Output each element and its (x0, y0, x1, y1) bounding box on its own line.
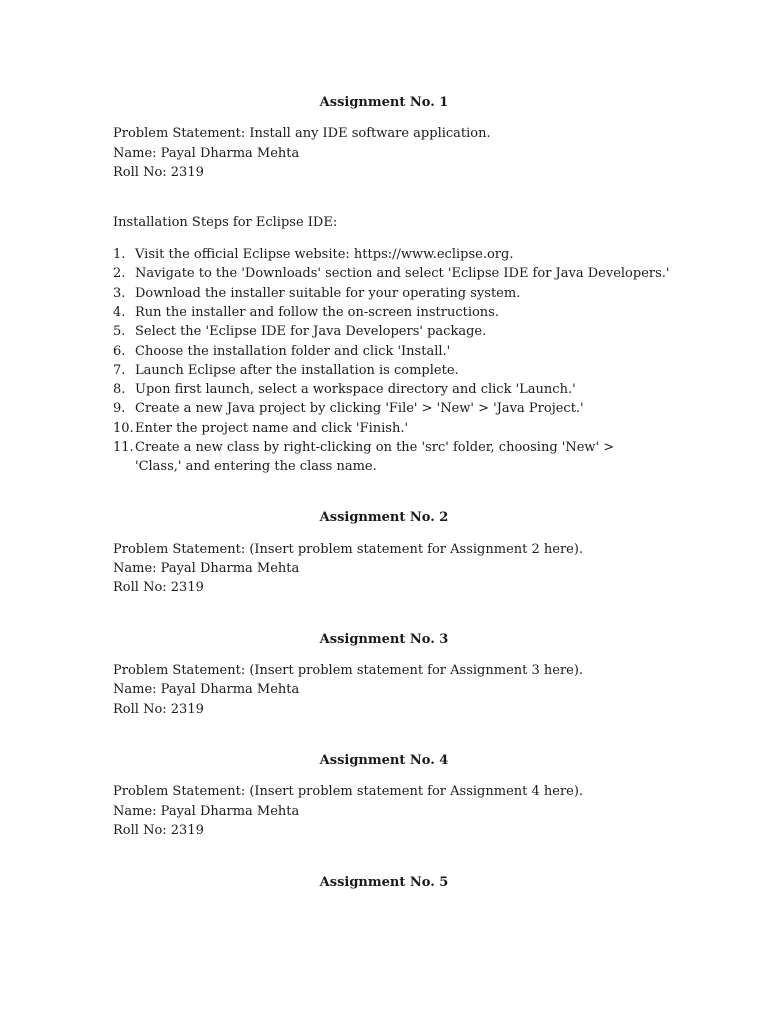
assignment-1-heading: Assignment No. 1 (319, 95, 449, 110)
list-item-number: 5. (113, 324, 126, 339)
list-item-text: Enter the project name and click 'Finish.' (135, 421, 409, 436)
list-item-text: Launch Eclipse after the installation is complete. (135, 363, 459, 378)
list-item-number: 9. (113, 401, 126, 416)
list-item-number: 11. (113, 440, 134, 455)
assignment-2-heading: Assignment No. 2 (319, 510, 449, 525)
assignment-1-name: Name: Payal Dharma Mehta (113, 146, 300, 161)
list-item-number: 7. (113, 363, 126, 378)
list-item-text: Navigate to the 'Downloads' section and select 'Eclipse IDE for Java Developers.' (135, 266, 670, 281)
list-item-text: Choose the installation folder and click 'Install.' (135, 344, 451, 359)
assignment-1-roll: Roll No: 2319 (113, 165, 204, 180)
assignment-1-problem-statement: Problem Statement: Install any IDE software application. (113, 126, 491, 141)
list-item-text: Visit the official Eclipse website: https://www.eclipse.org. (135, 247, 514, 262)
list-item-number: 10. (113, 421, 134, 436)
list-item-number: 2. (113, 266, 126, 281)
assignment-2-name: Name: Payal Dharma Mehta (113, 561, 300, 576)
assignment-2-roll: Roll No: 2319 (113, 580, 204, 595)
list-item-number: 4. (113, 305, 126, 320)
assignment-5-heading: Assignment No. 5 (319, 875, 449, 890)
list-item-text: Run the installer and follow the on-screen instructions. (135, 305, 499, 320)
assignment-3-heading: Assignment No. 3 (319, 632, 449, 647)
install-steps-title: Installation Steps for Eclipse IDE: (113, 215, 338, 230)
list-item-text: Download the installer suitable for your operating system. (135, 286, 521, 301)
assignment-3-problem-statement: Problem Statement: (Insert problem statement for Assignment 3 here). (113, 663, 584, 678)
assignment-4-roll: Roll No: 2319 (113, 823, 204, 838)
list-item-number: 6. (113, 344, 126, 359)
assignment-4-problem-statement: Problem Statement: (Insert problem statement for Assignment 4 here). (113, 784, 584, 799)
list-item-text: Upon first launch, select a workspace directory and click 'Launch.' (135, 382, 576, 397)
assignment-4-name: Name: Payal Dharma Mehta (113, 804, 300, 819)
assignment-3-roll: Roll No: 2319 (113, 702, 204, 717)
list-item-text: Select the 'Eclipse IDE for Java Developers' package. (135, 324, 487, 339)
list-item-number: 8. (113, 382, 126, 397)
list-item-number: 1. (113, 247, 126, 262)
assignment-3-name: Name: Payal Dharma Mehta (113, 682, 300, 697)
assignment-2-problem-statement: Problem Statement: (Insert problem statement for Assignment 2 here). (113, 542, 584, 557)
assignment-4-heading: Assignment No. 4 (319, 753, 449, 768)
list-item-number: 3. (113, 286, 126, 301)
list-item-text: Create a new class by right-clicking on the 'src' folder, choosing 'New' > 'Class,' and entering the class name. (135, 440, 615, 474)
list-item-text: Create a new Java project by clicking 'File' > 'New' > 'Java Project.' (135, 401, 584, 416)
